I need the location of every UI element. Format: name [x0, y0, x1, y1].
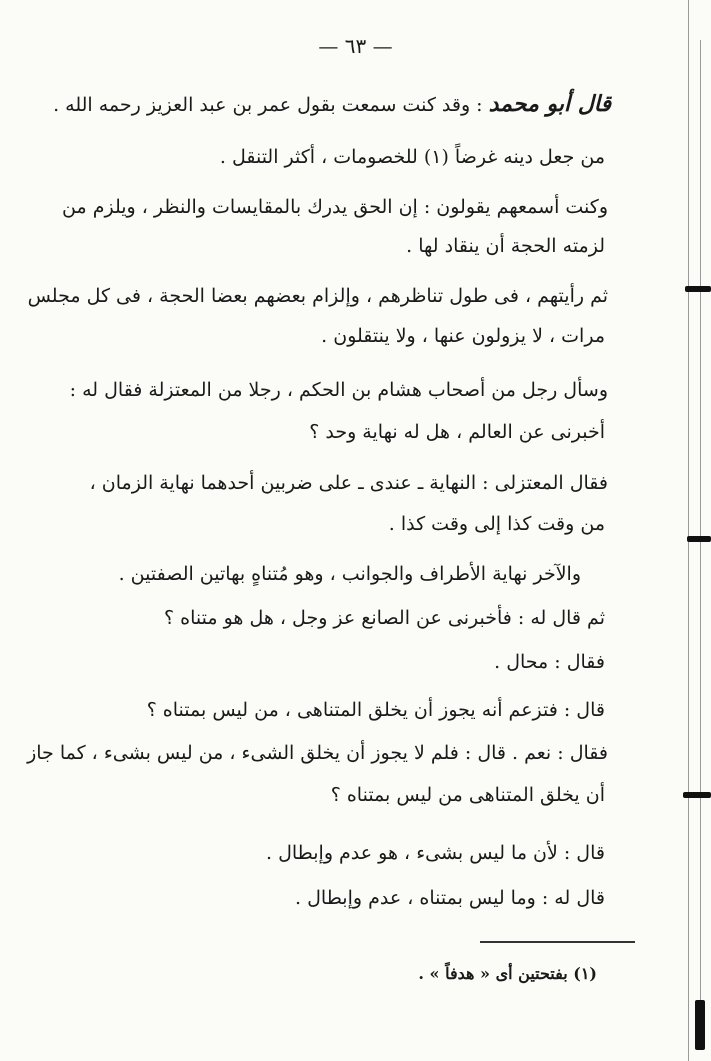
line-text: من جعل دينه غرضاً (١) للخصومات ، أكثر التنقل . — [219, 146, 605, 168]
text-line — [494, 653, 605, 672]
text-line — [321, 327, 605, 346]
line-text: قال له : وما ليس بمتناه ، عدم وإبطال . — [295, 887, 605, 909]
line-text: قال : فتزعم أنه يجوز أن يخلق المتناهى ، من ليس بمتناه ؟ — [146, 699, 605, 721]
scan-edge-artifacts — [681, 0, 711, 1061]
line-text: : وقد كنت سمعت بقول عمر بن عبد العزيز رحمه الله . — [53, 94, 489, 116]
line-text: فقال : محال . — [494, 651, 605, 673]
line-text: أخبرنى عن العالم ، هل له نهاية وحد ؟ — [309, 421, 605, 443]
footnote-divider — [480, 941, 635, 943]
line-text: مرات ، لا يزولون عنها ، ولا ينتقلون . — [321, 325, 605, 347]
text-line — [309, 423, 605, 442]
text-line — [220, 148, 605, 167]
text-line — [164, 609, 605, 628]
line-text: ثم قال له : فأخبرنى عن الصانع عز وجل ، هل هو متناه ؟ — [164, 607, 605, 629]
line-text: لزمته الحجة أن ينقاد لها . — [406, 235, 605, 257]
text-line — [295, 889, 605, 908]
footnote: (١) بفتحتين أى « هدفاً » . — [418, 964, 597, 983]
text-line — [331, 786, 605, 805]
line-text: وكنت أسمعهم يقولون : إن الحق يدرك بالمقايسات والنظر ، ويلزم من — [62, 196, 608, 218]
text-line — [389, 515, 605, 534]
text-line — [53, 93, 611, 115]
line-text: ثم رأيتهم ، فى طول تناظرهم ، وإلزام بعضهم بعضا الحجة ، فى كل مجلس — [27, 285, 608, 307]
text-line — [266, 844, 605, 863]
text-line — [119, 565, 581, 584]
line-text: قال : لأن ما ليس بشىء ، هو عدم وإبطال . — [266, 842, 605, 864]
line-text: من وقت كذا إلى وقت كذا . — [388, 513, 605, 535]
text-line — [70, 381, 608, 400]
line-text: فقال : نعم . قال : فلم لا يجوز أن يخلق الشىء ، من ليس بشىء ، كما جاز — [27, 742, 608, 764]
text-line — [27, 744, 608, 763]
text-line — [406, 237, 605, 256]
line-text: وسأل رجل من أصحاب هشام بن الحكم ، رجلا من المعتزلة فقال له : — [69, 379, 608, 401]
line-text: والآخر نهاية الأطراف والجوانب ، وهو مُتناهٍ بهاتين الصفتين . — [118, 563, 581, 585]
line-text: فقال المعتزلى : النهاية ـ عندى ـ على ضربين أحدهما نهاية الزمان ، — [89, 472, 608, 494]
text-line — [28, 287, 608, 306]
text-line — [147, 701, 605, 720]
page-number: — ٦٣ — — [318, 34, 393, 58]
text-line — [62, 198, 608, 217]
text-line — [90, 474, 608, 493]
speaker-heading: قال أبو محمد — [488, 91, 611, 117]
line-text: أن يخلق المتناهى من ليس بمتناه ؟ — [330, 784, 605, 806]
